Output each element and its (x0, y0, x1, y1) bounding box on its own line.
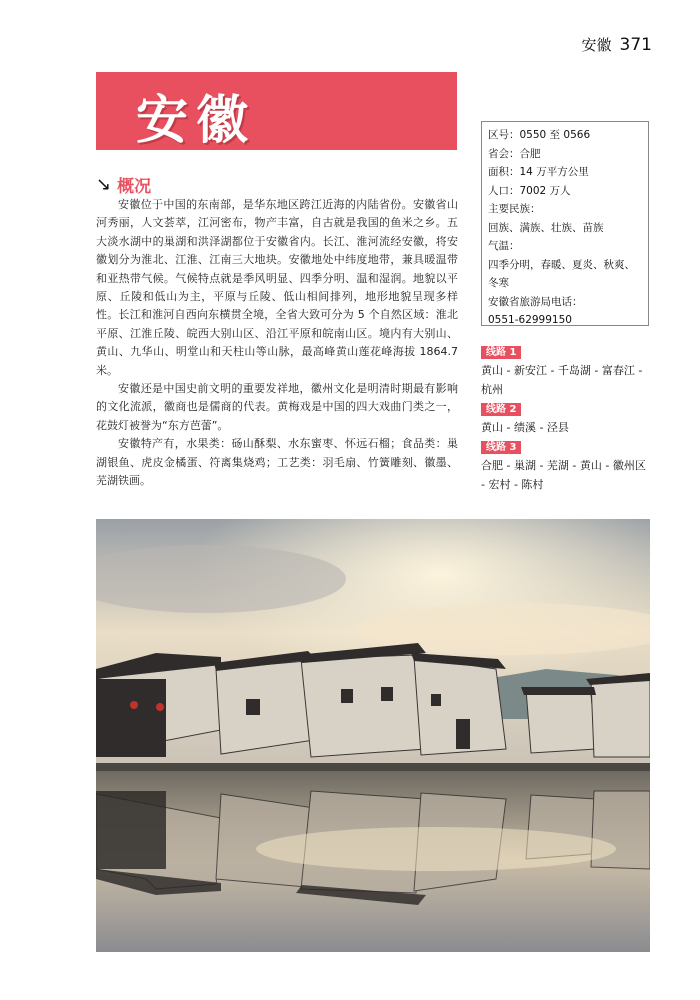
route-item (481, 342, 651, 399)
route-path: 黄山 - 新安江 - 千岛湖 - 富春江 - 杭州 (481, 364, 643, 396)
route-tag: 线路 1 (481, 346, 521, 359)
overview-paragraph: 安徽特产有，水果类：砀山酥梨、水东蜜枣、怀远石榴；食品类：巢湖银鱼、虎皮金橘蛋、符离集烧鸡；工艺类：羽毛扇、竹簧雕刻、徽墨、芜湖铁画。 (96, 437, 458, 488)
info-ethnic-label: 主要民族： (488, 203, 541, 215)
route-tag: 线路 2 (481, 403, 521, 416)
overview-paragraph: 安徽还是中国史前文明的重要发祥地，徽州文化是明清时期最有影响的文化流派，徽商也是儒商的代表。黄梅戏是中国的四大戏曲门类之一，花鼓灯被誉为“东方芭蕾”。 (96, 382, 458, 432)
info-area-code: 区号：0550 至 0566 (488, 129, 591, 141)
arrow-down-right-icon: ↘ (96, 173, 112, 195)
overview-heading (96, 172, 151, 197)
info-capital: 省会：合肥 (488, 147, 541, 160)
route-item (481, 437, 651, 494)
info-tourism-phone: 0551-62999150 (488, 314, 572, 326)
page-title: 安徽 (136, 91, 257, 151)
info-size: 面积：14 万平方公里 (488, 166, 589, 178)
info-climate-label: 气温： (488, 240, 520, 252)
info-climate-value: 四季分明，春暖、夏炎、秋爽、冬寒 (488, 258, 635, 289)
route-path: 合肥 - 巢湖 - 芜湖 - 黄山 - 徽州区 - 宏村 - 陈村 (481, 459, 646, 491)
village-reflection-illustration (96, 519, 650, 952)
info-tourism-label: 安徽省旅游局电话： (488, 295, 583, 308)
info-population: 人口：7002 万人 (488, 184, 571, 197)
overview-heading-label: 概况 (117, 177, 152, 197)
running-head-section: 安徽 (581, 36, 612, 54)
overview-paragraph: 安徽位于中国的东南部，是华东地区跨江近海的内陆省份。安徽省山河秀丽，人文荟萃，江河密布，物产丰富，自古就是我国的鱼米之乡。五大淡水湖中的巢湖和洪泽湖都位于安徽省内。长江、淮河流经安徽，将安徽划分为淮北、江淮、江南三大地块。安徽地处中纬度地带，兼具暖温带和亚热带气候。气候特点就是季风明显、四季分明、温和湿润。地貌以平原、丘陵和低山为主，平原与丘陵、低山相间排列，地形地貌呈现多样性。长江和淮河自西向东横贯全境，全省大致可分为 5 个自然区域：淮北平原、江淮丘陵、皖西大别山区、沿江平原和皖南山区。境内有大别山、黄山、九华山、明堂山和天柱山等山脉，最高峰黄山莲花峰海拔 1864.7 米。 (96, 198, 458, 377)
overview-body (96, 196, 458, 491)
page-number: 371 (619, 35, 652, 55)
info-ethnic-value: 回族、满族、壮族、苗族 (488, 221, 604, 234)
village-photo (96, 519, 650, 952)
route-item (481, 399, 651, 437)
running-head (582, 34, 652, 55)
title-banner (96, 72, 457, 150)
routes-list (481, 342, 651, 494)
info-box (481, 121, 649, 326)
route-path: 黄山 - 绩溪 - 泾县 (481, 421, 569, 434)
route-tag: 线路 3 (481, 441, 521, 454)
